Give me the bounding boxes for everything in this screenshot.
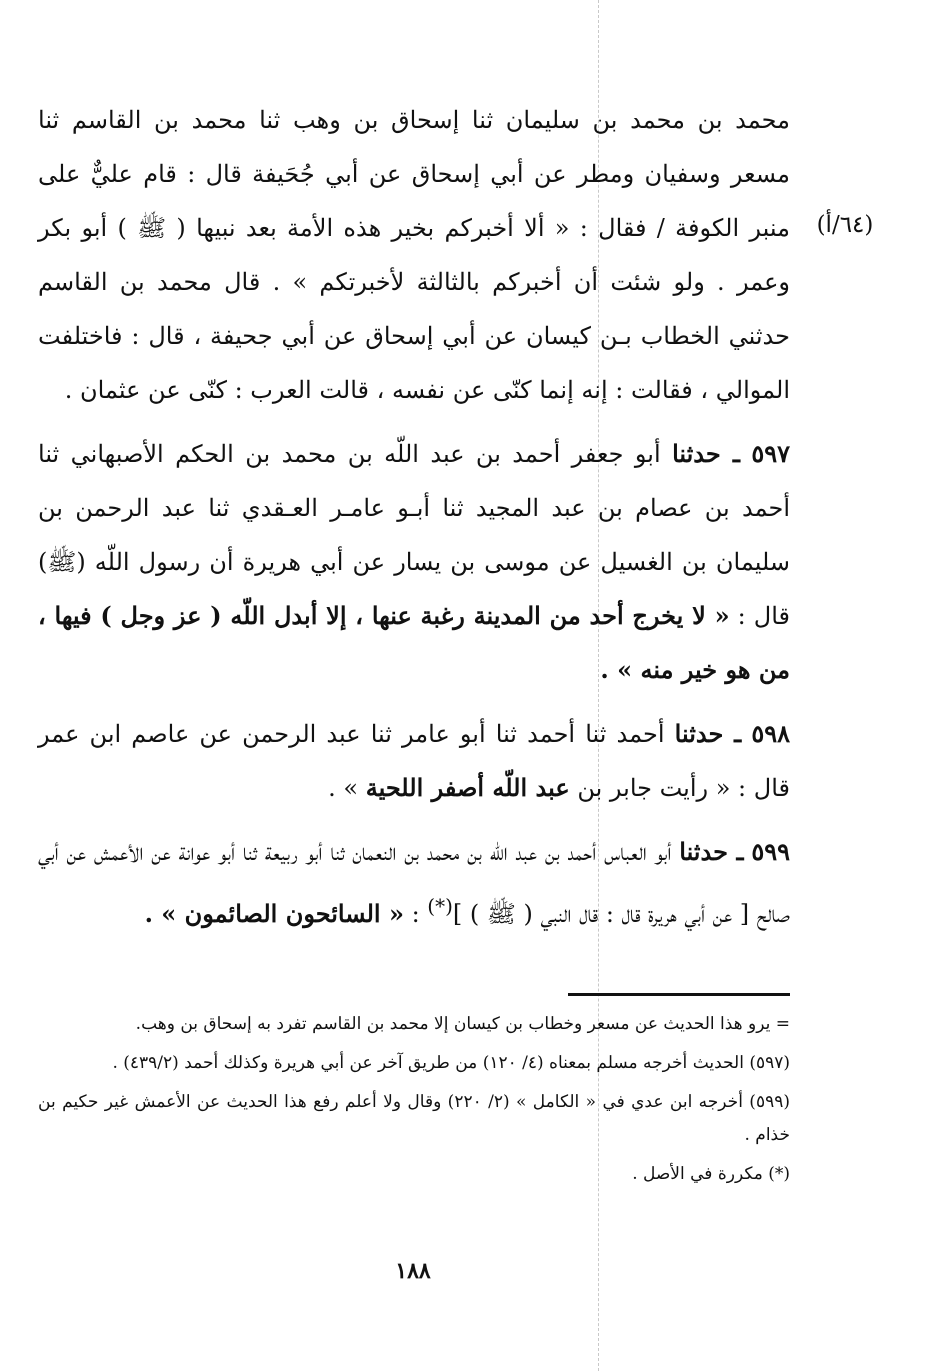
hadith-598 <box>38 707 790 815</box>
hadith-text: أبو العباس أحمد بن عبد اللّه بن محمد بن النعمان ثنا أبو ربيعة ثنا أبو عوانة عن الأعمش عن أبي صالح [ عن أبي هريرة قال : قال النبي ( ﷺ ) ] <box>38 838 790 928</box>
hadith-number: ٥٩٧ <box>751 439 790 468</box>
hadith-599 <box>38 825 790 941</box>
hadith-text: أبو جعفر أحمد بن عبد اللّه بن محمد بن الحكم الأصبهاني ثنا أحمد بن عصام بن عبد المجيد ثنا أبـو عامـر العـقدي ثنا عبد الرحمن بن سليمان بن الغسيل عن موسى بن يسار عن أبي هريرة أن رسول اللّه (ﷺ) قال : <box>38 440 791 630</box>
manuscript-folio-reference: (٦٤/أ) <box>816 212 874 238</box>
hadith-separator: : <box>403 900 428 928</box>
hadith-lead: ـ حدثنا <box>672 439 740 468</box>
hadith-quote: عبد اللّه أصفر اللحية <box>365 773 570 802</box>
intro-text-part1: محمد بن محمد بن سليمان ثنا إسحاق بن وهب ثنا محمد بن القاسم ثنا مسعر وسفيان ومطر عن أبي إسحاق عن أبي جُحَيفة قال : قام عليٌّ على منبر الكوفة / فقال : « ألا أخبركم بخير هذه الأمة بعد نبيها ( ﷺ ) أبو بكر وعمر . ولو شئت أن أخبركم بالثالثة لأخبرتكم » . <box>38 106 790 296</box>
main-text <box>38 93 790 941</box>
hadith-597 <box>38 427 790 697</box>
footnote-mark: (*) <box>427 894 453 918</box>
footnotes <box>38 1008 790 1197</box>
intro-text-part2: قال محمد بن القاسم حدثني الخطاب بـن كيسان عن أبي إسحاق عن أبي جحيفة ، قال : فاختلفت الموالي ، فقالت : إنه إنما كنّى عن نفسه ، قالت العرب : كنّى عن عثمان . <box>38 268 790 404</box>
footnote-separator-rule <box>568 993 790 996</box>
hadith-number: ٥٩٨ <box>751 719 790 748</box>
page-number: ١٨٨ <box>395 1258 431 1284</box>
footnote-continuation: = يرو هذا الحديث عن مسعر وخطاب بن كيسان إلا محمد بن القاسم تفرد به إسحاق بن وهب. <box>135 1014 790 1034</box>
hadith-lead: ـ حدثنا <box>679 837 744 866</box>
footnote-597: (٥٩٧) الحديث أخرجه مسلم بمعناه (٤/ ١٢٠) من طريق آخر عن أبي هريرة وكذلك أحمد (٤٣٩/٢) . <box>112 1053 790 1073</box>
footnote-asterisk: (*) مكررة في الأصل . <box>632 1164 790 1184</box>
footnote-599: (٥٩٩) أخرجه ابن عدي في « الكامل » (٢/ ٢٢٠) وقال ولا أعلم رفع هذا الحديث عن الأعمش غير حكيم بن خذام . <box>38 1092 790 1145</box>
hadith-text: أحمد ثنا أحمد ثنا أبو عامر ثنا عبد الرحمن عن عاصم ابن عمر قال : « رأيت جابر بن <box>38 720 790 802</box>
hadith-lead: ـ حدثنا <box>674 719 742 748</box>
hadith-tail: » . <box>328 774 359 802</box>
intro-paragraph <box>38 93 790 417</box>
hadith-quote: « لا يخرج أحد من المدينة رغبة عنها ، إلا أبدل اللّه ( عز وجل ) فيها ، من هو خير منه » . <box>38 601 790 684</box>
hadith-number: ٥٩٩ <box>751 837 790 866</box>
hadith-quote: « السائحون الصائمون » . <box>144 899 404 928</box>
